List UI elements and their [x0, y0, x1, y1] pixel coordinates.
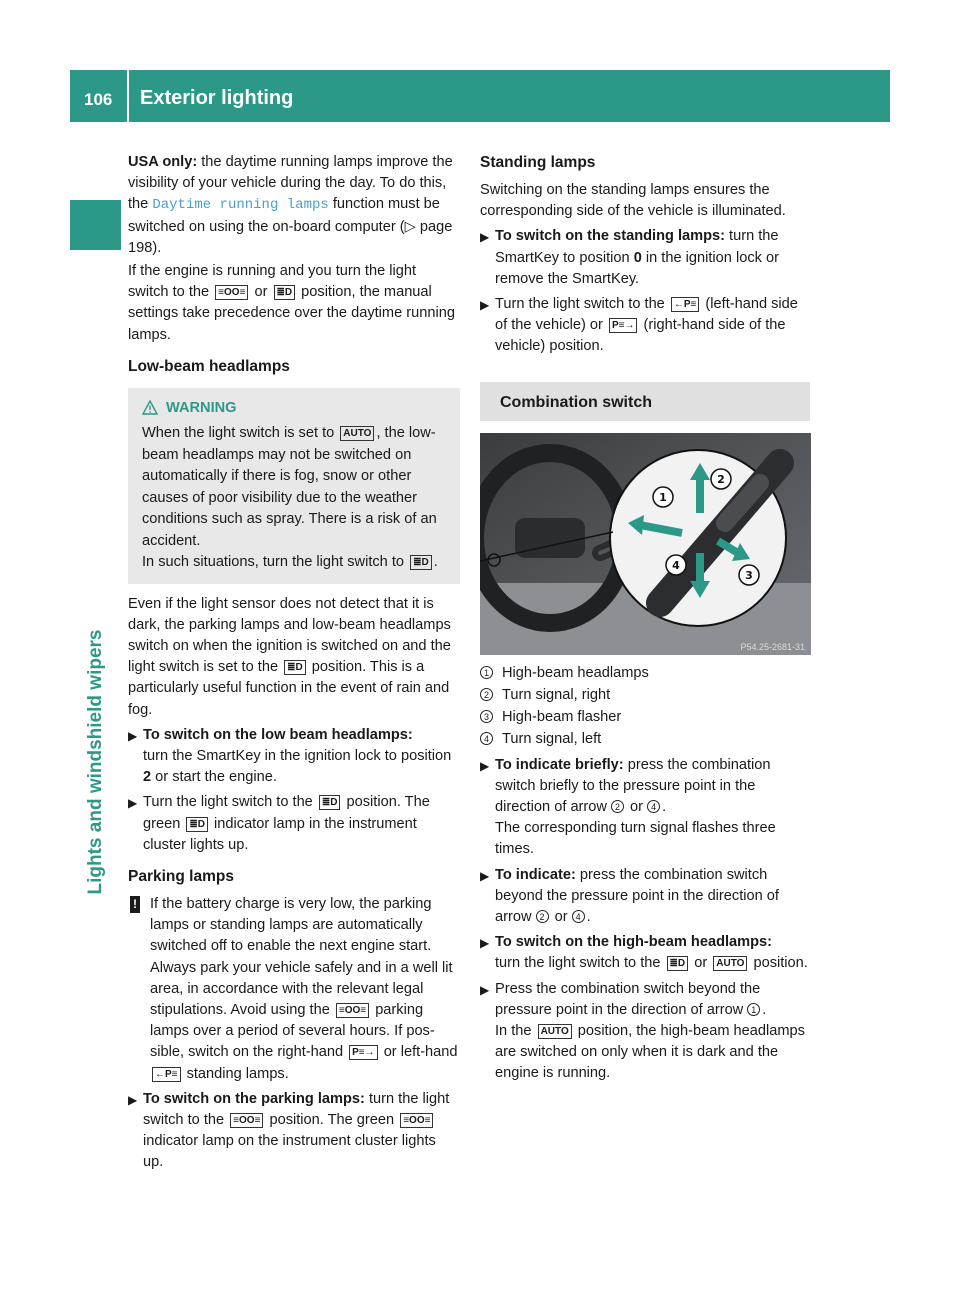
legend-text: Turn signal, right: [502, 687, 611, 704]
legend-item: [480, 707, 812, 728]
arrow-ref: 1: [747, 1003, 760, 1016]
text: (right-hand side of the vehicle) position.: [495, 317, 786, 355]
step-title: To switch on the standing lamps:: [495, 228, 725, 245]
legend-text: Turn signal, left: [502, 731, 602, 748]
right-standing-lamp-icon: P≡→: [349, 1045, 378, 1060]
text: Press the combination switch beyond the pressure point in the direction of arrow: [495, 980, 761, 1018]
text: or: [250, 284, 272, 301]
text: page 198).: [128, 218, 453, 256]
ignition-position: 0: [633, 249, 642, 266]
step-body: [143, 1089, 460, 1174]
text: In the: [495, 1023, 536, 1040]
text: .: [762, 1001, 767, 1018]
step-light-switch: [128, 792, 460, 856]
low-beam-icon: ≣D: [667, 956, 689, 971]
text: function must be switched on using the on-board computer (: [128, 196, 440, 235]
text: position, the high-beam headlamps are switched on only when it is dark and the engine is running.: [495, 1023, 805, 1082]
step-arrow-icon: ▶: [480, 298, 490, 313]
usa-label: USA only:: [128, 154, 198, 170]
text: position. The green: [143, 794, 430, 832]
legend-item: [480, 729, 812, 750]
step-standing-switch: [480, 294, 812, 358]
parking-lamp-icon: ≡OO≡: [336, 1003, 369, 1018]
right-standing-lamp-icon: P≡→: [609, 318, 638, 333]
step-indicate-briefly: [480, 755, 812, 861]
text: (left-hand side of the vehicle) or: [495, 296, 798, 334]
standing-heading: Standing lamps: [480, 154, 596, 171]
auto-icon: AUTO: [538, 1024, 572, 1039]
step-title: To switch on the low beam headlamps:: [143, 726, 413, 743]
text: turn the light switch to the: [143, 1090, 450, 1128]
step-body: [495, 226, 812, 290]
step-arrow-icon: ▶: [128, 1092, 138, 1107]
arrow-ref: 2: [536, 910, 549, 923]
step-arrow-icon: ▶: [480, 230, 490, 245]
low-beam-heading: Low-beam headlamps: [128, 357, 290, 375]
low-beam-icon: ≣D: [410, 555, 432, 570]
legend-number: 1: [480, 666, 493, 679]
left-standing-lamp-icon: ←P≡: [671, 297, 700, 312]
warning-triangle-icon: [142, 400, 158, 416]
text: or left-hand: [379, 1044, 458, 1061]
text: indicator lamp on the instrument cluster lights up.: [143, 1133, 436, 1171]
step-arrow-icon: ▶: [480, 936, 490, 951]
text: If the battery charge is very low, the parking lamps or standing lamps are automatically switched off to enable the next engine start. Always park your vehicle safely and in a well lit area, in accordance with the relevant legal stipulations. Avoid using the: [150, 895, 453, 1018]
text: turn the light switch to the: [495, 955, 665, 972]
step-parking-lamps: [128, 1089, 460, 1174]
daytime-function-name: Daytime running lamps: [152, 197, 329, 214]
text: parking lamps over a period of several hours. If possible, switch on the right-hand: [150, 1001, 435, 1061]
step-title: To indicate briefly:: [495, 756, 624, 773]
low-beam-icon: ≣D: [186, 817, 208, 832]
text: In such situations, turn the light switch to: [142, 554, 409, 571]
step-body: [143, 792, 460, 856]
text: position. The green: [265, 1112, 399, 1128]
step-title: To switch on the parking lamps:: [143, 1090, 365, 1107]
text: , the low-beam headlamps may not be switched on automatically if there is fog, snow or other causes of poor visibility due to the weather conditions such as spray. There is a risk of an accident.: [142, 425, 437, 549]
step-indicate: [480, 865, 812, 929]
warning-box: [128, 388, 460, 584]
combination-switch-figure: [480, 433, 811, 655]
step-arrow-icon: ▶: [480, 982, 490, 997]
text: the daytime running lamps improve the visibility of your vehicle during the day. To do this, the: [128, 154, 453, 213]
auto-icon: AUTO: [340, 426, 374, 441]
text: or start the engine.: [151, 769, 277, 786]
step-arrow-icon: ▶: [480, 868, 490, 883]
legend-text: High-beam flasher: [502, 709, 622, 726]
step-title: To indicate:: [495, 866, 576, 883]
svg-text:1: 1: [659, 490, 667, 504]
sensor-paragraph: [128, 594, 460, 721]
parking-heading: Parking lamps: [128, 867, 234, 885]
text: press the combination switch beyond the pressure point in the direction of arrow: [495, 866, 779, 926]
warning-text: [142, 423, 450, 552]
combination-switch-photo: [480, 433, 811, 655]
step-body: [495, 755, 812, 861]
ignition-position: 2: [143, 769, 152, 786]
step-arrow-icon: ▶: [128, 796, 138, 811]
low-beam-icon: ≣D: [274, 285, 296, 300]
legend-text: High-beam headlamps: [502, 664, 649, 681]
warning-advice: [142, 552, 450, 574]
parking-lamp-icon: ≡OO≡: [215, 285, 248, 300]
chapter-marker: [70, 200, 121, 250]
text: or: [626, 799, 648, 816]
arrow-ref: 4: [572, 910, 585, 923]
legend-number: 4: [480, 732, 493, 745]
exclamation-icon: !: [130, 896, 140, 913]
text: Turn the light switch to the: [495, 296, 669, 313]
warning-title: WARNING: [166, 399, 237, 416]
step-body: [143, 725, 460, 789]
step-low-beam: [128, 725, 460, 789]
text: press the combination switch briefly to the pressure point in the direction of arrow: [495, 756, 771, 816]
svg-text:3: 3: [745, 568, 753, 582]
parking-lamp-icon: ≡OO≡: [230, 1113, 263, 1128]
text: If the engine is running and you turn the light switch to the: [128, 263, 417, 301]
text: position.: [749, 955, 808, 972]
engine-paragraph: [128, 261, 460, 346]
step-standing-key: [480, 226, 812, 290]
text: or: [550, 909, 572, 926]
step-body: [495, 932, 812, 974]
step-body: [495, 865, 812, 929]
step-high-beam: [480, 932, 812, 974]
note-body: [150, 894, 460, 1085]
text: When the light switch is set to: [142, 425, 339, 442]
text: Even if the light sensor does not detect that it is dark, the parking lamps and low-beam headlamps switch on when the ignition is switched on and the light switch is set to the: [128, 595, 451, 676]
low-beam-icon: ≣D: [284, 660, 306, 675]
text: or: [690, 955, 712, 972]
legend-item: [480, 685, 812, 706]
page-number: 106: [84, 90, 113, 109]
text: Turn the light switch to the: [143, 794, 317, 811]
left-column: [128, 152, 460, 1174]
figure-code: P54.25-2681-31: [740, 641, 805, 652]
step-arrow-icon: ▶: [480, 758, 490, 773]
arrow-ref: 2: [611, 800, 624, 813]
figure-legend: [480, 663, 812, 751]
low-beam-icon: ≣D: [319, 795, 341, 810]
text: turn the SmartKey to position: [495, 228, 779, 266]
right-column: [480, 152, 812, 1085]
text: The corresponding turn signal flashes three times.: [495, 820, 776, 858]
legend-number: 3: [480, 710, 493, 723]
legend-item: [480, 663, 812, 684]
text: turn the SmartKey in the ignition lock to position: [143, 747, 452, 764]
svg-text:2: 2: [717, 472, 725, 486]
text: .: [433, 554, 438, 571]
step-press-beyond: [480, 979, 812, 1085]
section-title: Exterior lighting: [140, 87, 294, 109]
step-title: To switch on the high-beam headlamps:: [495, 934, 773, 951]
combination-switch-heading: Combination switch: [480, 382, 810, 421]
left-standing-lamp-icon: ←P≡: [152, 1067, 181, 1082]
standing-intro: Switching on the standing lamps ensures the corresponding side of the vehicle is illuminated.: [480, 182, 786, 220]
text: in the ignition lock or remove the SmartKey.: [495, 249, 779, 287]
usa-paragraph: [128, 152, 460, 259]
parking-lamp-icon: ≡OO≡: [400, 1113, 433, 1128]
warning-header: [142, 398, 450, 419]
header-divider: [127, 70, 129, 122]
step-body: [495, 979, 812, 1085]
arrow-ref: 4: [647, 800, 660, 813]
text: position. This is a particularly useful function in the event of rain and fog.: [128, 659, 450, 718]
legend-number: 2: [480, 688, 493, 701]
svg-text:4: 4: [672, 558, 680, 572]
text: standing lamps.: [182, 1065, 289, 1082]
text: indicator lamp in the instrument cluster lights up.: [143, 815, 417, 853]
step-arrow-icon: ▶: [128, 728, 138, 743]
battery-note: [128, 894, 460, 1085]
step-body: [495, 294, 812, 358]
page-ref-icon: ▷: [404, 218, 416, 235]
text: .: [586, 909, 591, 926]
auto-icon: AUTO: [713, 956, 747, 971]
chapter-label: Lights and windshield wipers: [85, 629, 106, 895]
text: .: [662, 799, 667, 816]
text: position, the manual settings take precedence over the daytime running lamps.: [128, 284, 455, 343]
